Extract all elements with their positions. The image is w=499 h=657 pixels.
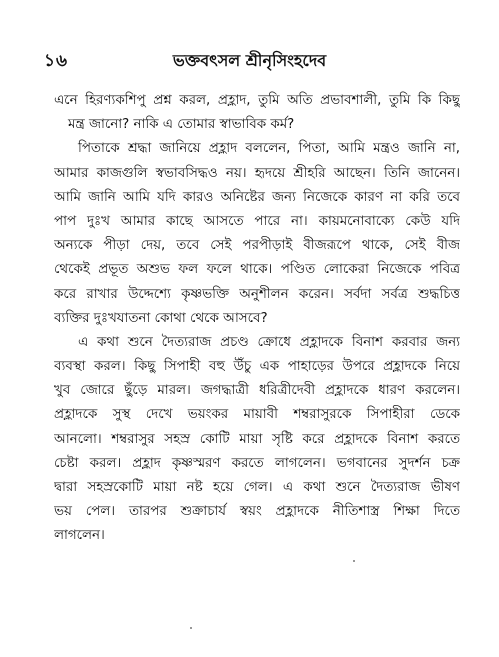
text-line: আমি জানি আমি যদি কারও অনিষ্টের জন্য নিজেকে কারণ না করি তবে (54, 189, 460, 205)
text-line: এ কথা শুনে দৈত্যরাজ প্রচণ্ড ক্রোধে প্রহ্লাদকে বিনাশ করবার জন্য (78, 334, 460, 350)
text-line: লাগলেন। (54, 528, 105, 544)
text-line: অন্যকে পীড়া দেয়, তবে সেই পরপীড়াই বীজরূপে থাকে, সেই বীজ (54, 238, 460, 254)
scan-speck (190, 627, 192, 629)
text-line: আমার কাজগুলি স্বভাবসিদ্ধও নয়। হৃদয়ে শ্রীহরি আছেন। তিনি জানেন। (54, 165, 460, 181)
page-number: ১৬ (44, 51, 69, 71)
text-line: খুব জোরে ছুঁড়ে মারল। জগদ্ধাত্রী ধরিত্রীদেবী প্রহ্লাদকে ধারণ করলেন। (54, 383, 460, 399)
text-line: ব্যবস্থা করল। কিছু সিপাহী বহু উঁচু এক পাহাড়ের উপরে প্রহ্লাদকে নিয়ে (54, 359, 460, 375)
text-line: আনলো। শম্বরাসুর সহস্র কোটি মায়া সৃষ্টি করে প্রহ্লাদকে বিনাশ করতে (54, 431, 460, 447)
running-title: ভক্তবৎসল শ্রীনৃসিংহদেব (172, 51, 327, 70)
text-line: প্রহ্লাদকে সুস্থ দেখে ভয়ংকর মায়াবী শম্বরাসুরকে সিপাহীরা ডেকে (54, 407, 460, 423)
body-text (54, 89, 460, 549)
text-line: পাপ দুঃখ আমার কাছে আসতে পারে না। কায়মনোবাক্যে কেউ যদি (54, 213, 460, 229)
text-line: এনে হিরণ্যকশিপু প্রশ্ন করল, প্রহ্লাদ, তুমি অতি প্রভাবশালী, তুমি কি কিছু (54, 93, 460, 108)
text-line: ভয় পেল। তারপর শুক্রাচার্য স্বয়ং প্রহ্লাদকে নীতিশাস্ত্র শিক্ষা দিতে (54, 504, 460, 520)
text-line: চেষ্টা করল। প্রহ্লাদ কৃষ্ণস্মরণ করতে লাগলেন। ভগবানের সুদর্শন চক্র (54, 455, 460, 471)
scan-speck (353, 560, 355, 562)
text-line: থেকেই প্রভূত অশুভ ফল ফলে থাকে। পণ্ডিত লোকেরা নিজেকে পবিত্র (54, 262, 460, 278)
text-line: করে রাখার উদ্দেশ্যে কৃষ্ণভক্তি অনুশীলন করেন। সর্বদা সর্বত্র শুদ্ধচিত্ত (54, 286, 460, 302)
text-line: মন্ত্র জানো? নাকি এ তোমার স্বাভাবিক কর্ম? (68, 117, 295, 133)
text-line: ব্যক্তির দুঃখযাতনা কোথা থেকে আসবে? (54, 310, 268, 326)
page-header (0, 48, 499, 74)
text-line: দ্বারা সহস্রকোটি মায়া নষ্ট হয়ে গেল। এ কথা শুনে দৈত্যরাজ ভীষণ (54, 480, 460, 495)
text-line: পিতাকে শ্রদ্ধা জানিয়ে প্রহ্লাদ বললেন, পিতা, আমি মন্ত্রও জানি না, (78, 141, 460, 157)
